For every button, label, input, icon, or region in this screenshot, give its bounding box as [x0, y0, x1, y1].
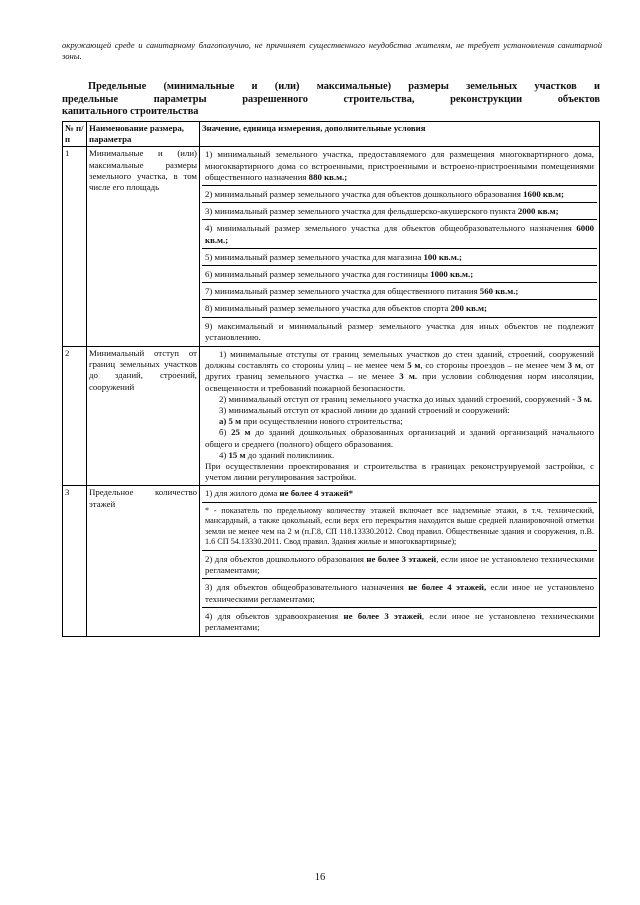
condition-text: 2) для объектов дошкольного образования	[205, 554, 367, 565]
condition-value: не более 4 этажей*	[279, 488, 354, 499]
condition-value: 2000 кв.м;	[517, 206, 559, 217]
condition-value: 6000 кв.м.;	[205, 223, 594, 245]
condition-item	[202, 607, 597, 635]
condition-item	[202, 148, 597, 185]
heading-line-3: капитального строительства	[62, 106, 199, 117]
heading-line-1: Предельные (минимальные и (или) максимальные) размеры земельных участков и	[88, 81, 600, 92]
paragraph-value: 3 м.	[399, 371, 418, 382]
condition-item	[202, 487, 597, 501]
intro-paragraph: окружающей среде и санитарному благополучию, не причиняет существенного неудобства жителям, не требует установления санитарной зоны.	[62, 40, 602, 61]
setback-paragraph: 3) минимальный отступ от красной линии до зданий строений и сооружений:	[219, 405, 510, 416]
parameters-table	[62, 121, 600, 637]
condition-value: не более 3 этажей	[366, 554, 437, 565]
paragraph-text: 4)	[219, 449, 229, 460]
row-number: 1	[63, 147, 87, 347]
setback-paragraph	[205, 427, 594, 449]
condition-text: 8) минимальный размер земельного участка для объектов спорта	[205, 303, 451, 314]
paragraph-text: , от других границ земельного участка – не менее	[205, 360, 595, 382]
row-number: 2	[63, 347, 87, 486]
paragraph-text: 2) минимальный отступ от границ земельного участка до иных зданий строений, сооружений -	[219, 393, 578, 404]
condition-text: 3) минимальный размер земельного участка для фельдшерско-акушерского пункта	[205, 206, 518, 217]
condition-value: не более 4 этажей,	[408, 582, 487, 593]
paragraph-text: при условии соблюдения норм инсоляции, освещенности и требований пожарной безопасности.	[205, 371, 595, 393]
condition-item	[202, 219, 597, 247]
paragraph-text: при осуществлении нового строительства;	[241, 416, 403, 427]
condition-value: 1600 кв.м;	[523, 189, 564, 200]
row-number: 3	[63, 486, 87, 637]
condition-value: 560 кв.м.;	[479, 286, 519, 297]
setback-paragraph: При осуществлении проектирования и строительства в границах реконструируемой застройки, с учетом линии регулирования застройки.	[205, 461, 594, 483]
section-heading	[62, 81, 600, 119]
header-number: № п/п	[63, 122, 87, 147]
condition-value: 1000 кв.м.;	[430, 269, 474, 280]
row-parameter-name: Предельное количество этажей	[87, 486, 200, 637]
paragraph-text: б)	[219, 427, 232, 438]
paragraph-value: 3 м.	[577, 393, 593, 404]
setback-paragraph	[205, 394, 594, 405]
paragraph-value: 5 м	[407, 360, 421, 371]
row-value-cell	[200, 486, 600, 637]
paragraph-text: до зданий поликлиник.	[245, 449, 335, 460]
setback-paragraph	[205, 450, 594, 461]
condition-text: 5) минимальный размер земельного участка для магазина	[205, 251, 424, 262]
row-value-cell	[200, 347, 600, 486]
condition-text: 4) для объектов здравоохранения	[205, 610, 344, 621]
paragraph-text: 1) минимальные отступы от границ земельных участков до стен зданий, строений, сооружений должны составлять со стороны улиц – не менее чем	[205, 349, 594, 371]
condition-item	[202, 550, 597, 578]
condition-item	[202, 248, 597, 265]
row-value-cell	[200, 147, 600, 347]
condition-text: , если иное не установлено техническими регламентами;	[205, 610, 594, 633]
condition-text: 1) минимальный земельного участка, предоставляемого для размещения многоквартирного дома, многоквартирного дома со встроенными, пристроенными и встроено-пристроенными помещениями общественного назначения	[205, 149, 594, 182]
header-value: Значение, единица измерения, дополнительные условия	[200, 122, 600, 147]
condition-item	[202, 578, 597, 606]
condition-value: не более 3 этажей	[343, 610, 422, 621]
condition-item	[202, 265, 597, 282]
condition-text: 2) минимальный размер земельного участка для объектов дошкольного образования	[205, 189, 524, 200]
paragraph-value: 25 м	[231, 427, 251, 438]
condition-item	[202, 185, 597, 202]
condition-text: , если иное не установлено техническими регламентами;	[205, 554, 594, 576]
condition-item	[202, 202, 597, 219]
paragraph-text: до зданий дошкольных образованных организаций и зданий организаций начального общего и среднего (полного) общего образования.	[205, 427, 594, 449]
condition-text: 3) для объектов общеобразовательного назначения	[205, 582, 409, 593]
row-parameter-name: Минимальные и (или) максимальные размеры земельного участка, в том числе его площадь	[87, 147, 200, 347]
paragraph-value: 15 м	[228, 449, 246, 460]
setback-paragraph	[205, 416, 594, 427]
table-row	[63, 147, 600, 347]
paragraph-value: 3 м	[567, 360, 581, 371]
setback-rules	[202, 348, 597, 484]
footnote: * - показатель по предельному количеству этажей включает все надземные этажи, в т.ч. технический, мансардный, а также цокольный, если верх его перекрытия находится выше средней планировочной отметки земли не менее чем на 2 м (п.Г.8, СП 118.13330.2012. Свод правил. Общественные здания и сооружения, п.В. 1.6 СП 54.13330.2011. Свод правил. Здания жилые и многоквартирные);	[202, 502, 597, 550]
condition-text: 7) минимальный размер земельного участка для общественного питания	[205, 286, 480, 297]
table-header-row	[63, 122, 600, 147]
paragraph-text: , со стороны проездов – не менее чем	[420, 360, 568, 371]
condition-item	[202, 317, 597, 345]
condition-text: если иное не установлено техническими регламентами;	[205, 582, 595, 604]
table-row	[63, 347, 600, 486]
condition-text: 4) минимальный размер земельного участка для объектов общеобразовательного назначения	[205, 223, 577, 234]
condition-value: 880 кв.м.;	[308, 171, 348, 182]
heading-line-2: предельные параметры разрешенного строительства, реконструкции объектов	[62, 93, 600, 105]
setback-paragraph	[205, 349, 594, 394]
condition-text: 9) максимальный и минимальный размер земельного участка для иных объектов не подлежит установлению.	[205, 320, 594, 342]
condition-text: 6) минимальный размер земельного участка для гостиницы	[205, 269, 431, 280]
row-parameter-name: Минимальный отступ от границ земельных участков до зданий, строений, сооружений	[87, 347, 200, 486]
page-number: 16	[314, 872, 326, 883]
condition-text: 1) для жилого дома	[205, 488, 280, 499]
header-name: Наименование размера, параметра	[87, 122, 200, 147]
condition-value: 200 кв.м;	[450, 303, 487, 314]
condition-item	[202, 299, 597, 316]
paragraph-value: а) 5 м	[219, 416, 242, 427]
table-row	[63, 486, 600, 637]
condition-value: 100 кв.м.;	[423, 251, 462, 262]
condition-item	[202, 282, 597, 299]
